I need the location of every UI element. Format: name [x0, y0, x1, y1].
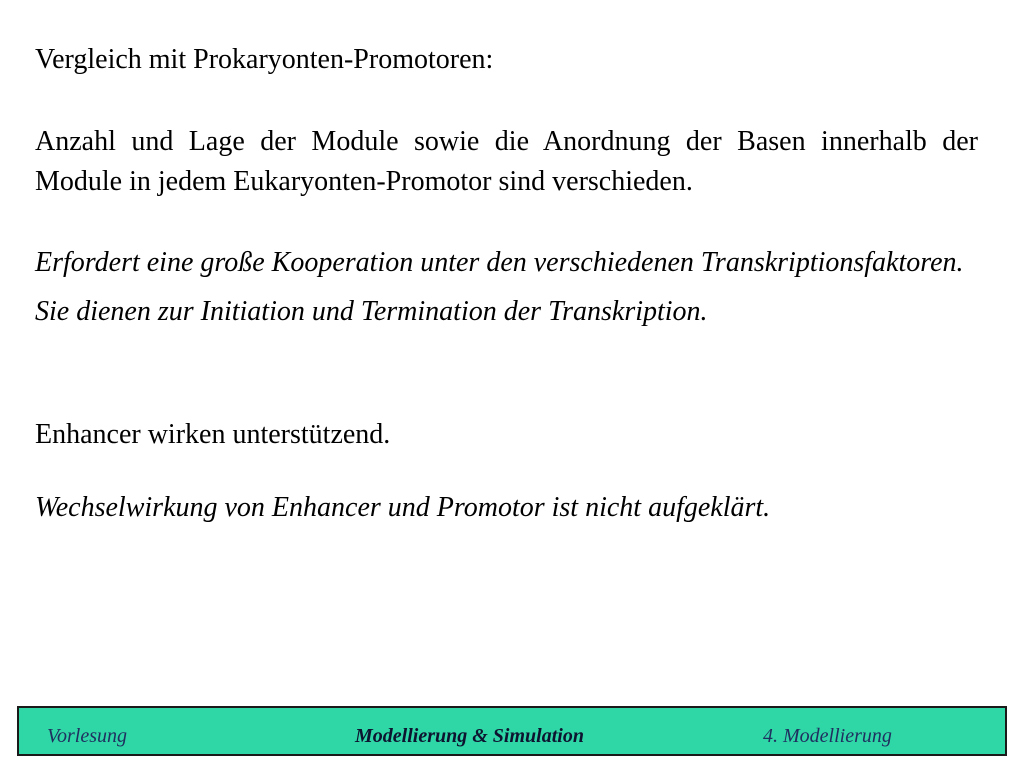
paragraph-interaction-unknown: Wechselwirkung von Enhancer und Promotor ist nicht aufgeklärt. [35, 492, 771, 523]
footer-lecture-label: Vorlesung [47, 725, 127, 747]
paragraph-module-comparison: Anzahl und Lage der Module sowie die Anordnung der Basen innerhalb der Module in jedem Eukaryonten-Promotor sind verschieden. [35, 126, 978, 197]
slide-heading: Vergleich mit Prokaryonten-Promotoren: [35, 44, 494, 75]
paragraph-cooperation: Erfordert eine große Kooperation unter den verschiedenen Transkriptionsfaktoren. [35, 247, 964, 278]
paragraph-initiation-termination: Sie dienen zur Initiation und Termination der Transkription. [35, 296, 708, 327]
paragraph-enhancer: Enhancer wirken unterstützend. [35, 419, 391, 450]
footer-chapter-label: 4. Modellierung [763, 725, 892, 747]
footer-course-title: Modellierung & Simulation [355, 725, 584, 747]
slide-content [35, 40, 978, 528]
footer-bar [17, 706, 1007, 756]
